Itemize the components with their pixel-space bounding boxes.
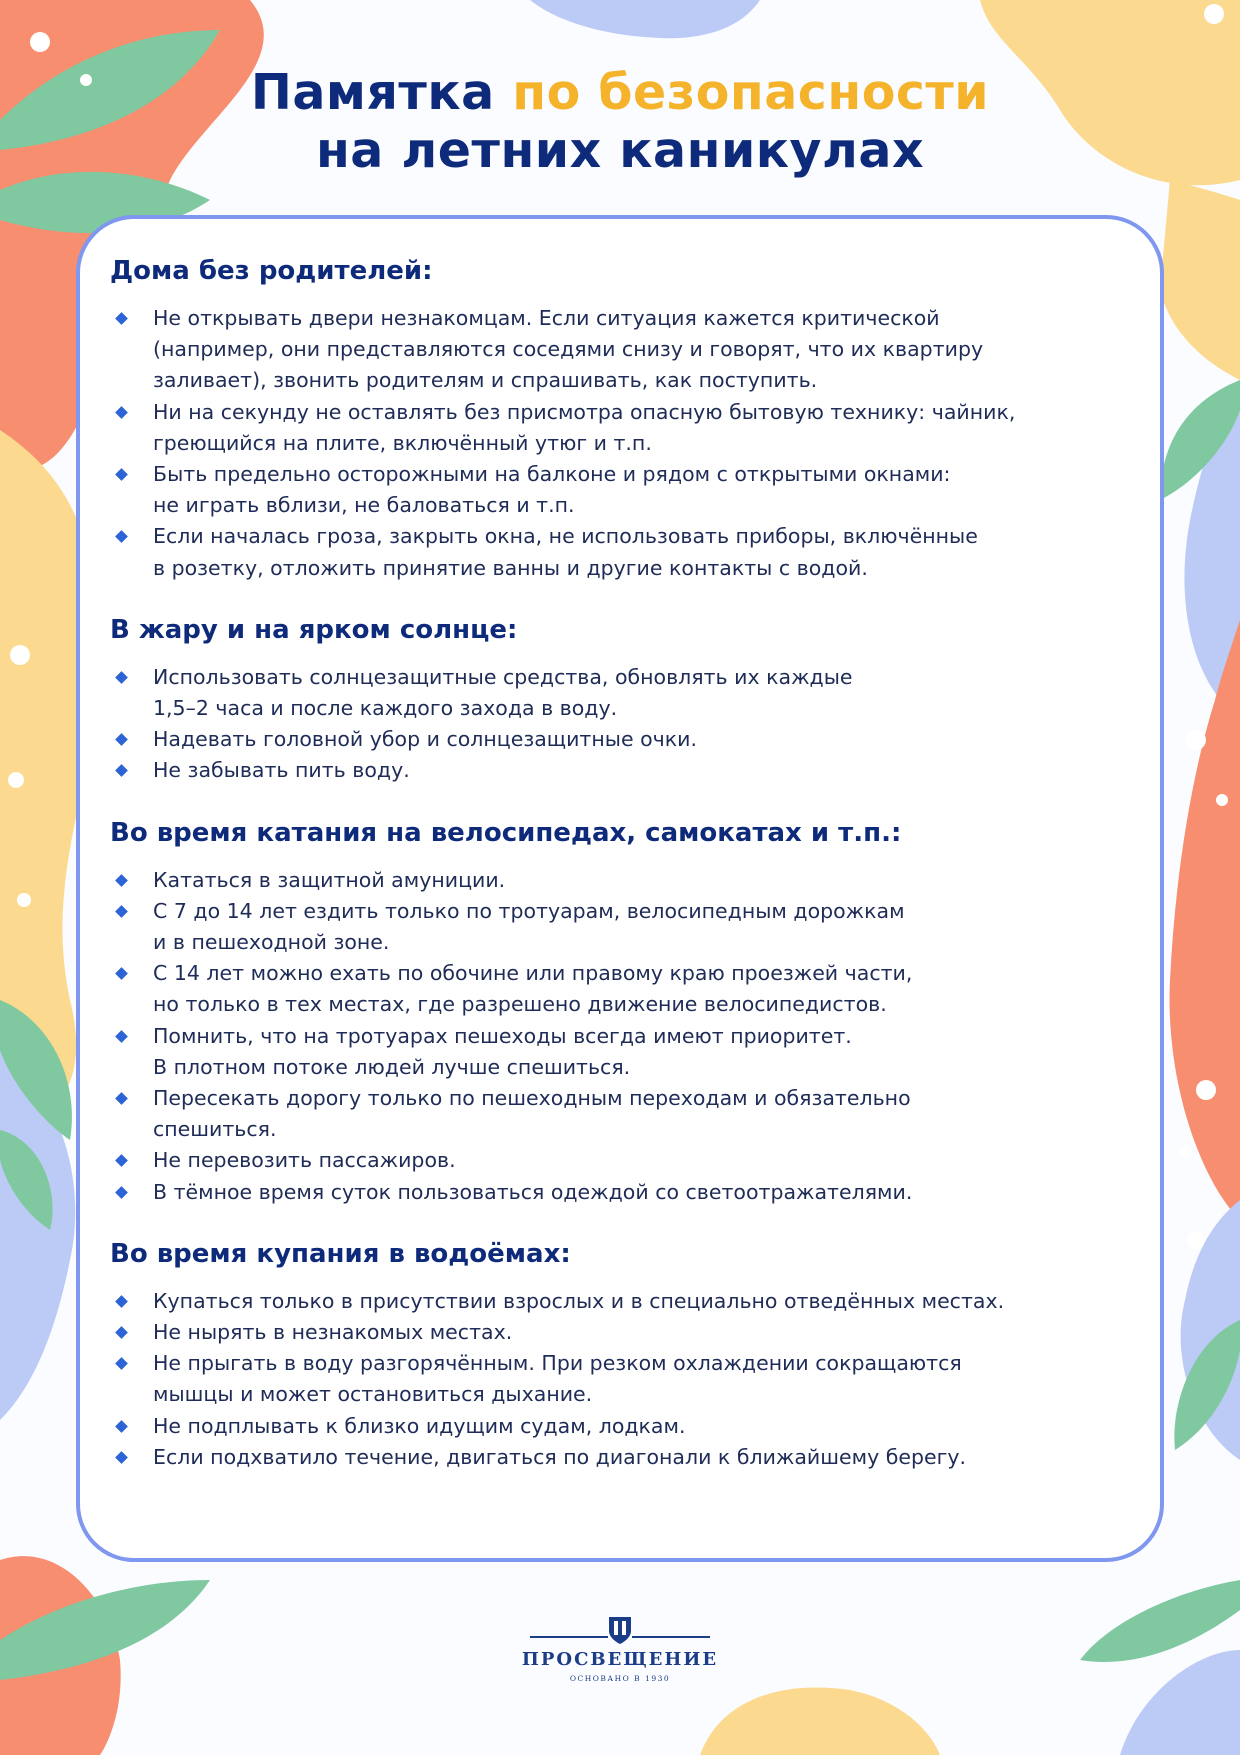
list-item-text-line: (например, они представляются соседями снизу и говорят, что их квартиру [153,337,984,362]
list-item-text-line: Не прыгать в воду разгорячённым. При резком охлаждении сокращаются [153,1351,962,1376]
diamond-bullet-icon [115,312,128,325]
diamond-bullet-icon [115,733,128,746]
list-item-text-line: Ни на секунду не оставлять без присмотра опасную бытовую технику: чайник, [153,399,1016,424]
list-item-text-line: и в пешеходной зоне. [153,930,390,955]
diamond-bullet-icon [115,1186,128,1199]
list-item [110,1083,1130,1145]
list-item [110,865,1130,896]
list-item [110,724,1130,755]
list-item [110,1021,1130,1083]
title-part1: Памятка [250,64,513,121]
list-item [110,1411,1130,1442]
diamond-bullet-icon [115,967,128,980]
list-item [110,397,1130,459]
list-item-text-line: Использовать солнцезащитные средства, обновлять их каждые [153,664,853,689]
list-item [110,1286,1130,1317]
list-item-text-line: не играть вблизи, не баловаться и т.п. [153,493,575,518]
list-item [110,755,1130,786]
list-item-text-line: Купаться только в присутствии взрослых и в специально отведённых местах. [153,1288,1005,1313]
page-title [0,64,1240,180]
section-heading: Дома без родителей: [110,256,433,286]
list-item-text-line: Помнить, что на тротуарах пешеходы всегда имеют приоритет. [153,1023,852,1048]
list-item-text-line: греющийся на плите, включённый утюг и т.п. [153,430,652,455]
list-item [110,459,1130,521]
logo-line-left [530,1636,608,1638]
list-item-text-line: Пересекать дорогу только по пешеходным переходам и обязательно [153,1086,911,1111]
diamond-bullet-icon [115,1092,128,1105]
list-item-text-line: Не забывать пить воду. [153,758,410,783]
list-item-text-line: В плотном потоке людей лучше спешиться. [153,1054,631,1079]
leaf-bottom-right [1080,1580,1240,1662]
diamond-bullet-icon [115,1451,128,1464]
list-item-text-line: в розетку, отложить принятие ванны и другие контакты с водой. [153,555,868,580]
blob-blue-top [530,0,760,38]
list-item-text-line: С 7 до 14 лет ездить только по тротуарам, велосипедным дорожкам [153,898,905,923]
content-card [76,215,1164,1562]
bullet-list [110,303,1130,584]
section [110,1238,1130,1473]
diamond-bullet-icon [115,1030,128,1043]
list-item [110,1442,1130,1473]
diamond-bullet-icon [115,1420,128,1433]
list-item [110,662,1130,724]
publisher-logo [520,1615,720,1695]
list-item [110,958,1130,1020]
blob-yellow-bottom [700,1688,940,1755]
diamond-bullet-icon [115,1155,128,1168]
diamond-bullet-icon [115,1326,128,1339]
list-item [110,303,1130,397]
bullet-list [110,1286,1130,1473]
diamond-bullet-icon [115,531,128,544]
list-item-text-line: спешиться. [153,1117,277,1142]
logo-name: ПРОСВЕЩЕНИЕ [521,1649,719,1670]
list-item-text-line: Не подплывать к близко идущим судам, лодкам. [153,1413,686,1438]
list-item-text-line: С 14 лет можно ехать по обочине или правому краю проезжей части, [153,961,913,986]
list-item [110,1317,1130,1348]
title-accent: по безопасности [512,64,990,121]
section-heading: В жару и на ярком солнце: [110,614,518,645]
section [110,817,1130,1208]
blob-orange-right [1170,620,1240,1220]
list-item-text-line: Быть предельно осторожными на балконе и рядом с открытыми окнами: [153,462,951,487]
section [110,255,1130,584]
shield-icon [607,1615,633,1645]
diamond-bullet-icon [115,671,128,684]
diamond-bullet-icon [115,406,128,419]
list-item-text-line: но только в тех местах, где разрешено движение велосипедистов. [153,992,887,1017]
list-item-text-line: Не нырять в незнакомых местах. [153,1320,513,1345]
list-item-text-line: Если подхватило течение, двигаться по диагонали к ближайшему берегу. [153,1444,967,1469]
diamond-bullet-icon [115,874,128,887]
diamond-bullet-icon [115,905,128,918]
diamond-bullet-icon [115,1295,128,1308]
list-item [110,896,1130,958]
section [110,614,1130,787]
list-item-text-line: Не перевозить пассажиров. [153,1148,456,1173]
diamond-bullet-icon [115,765,128,778]
list-item [110,1145,1130,1176]
diamond-bullet-icon [115,1357,128,1370]
list-item-text-line: 1,5–2 часа и после каждого захода в воду. [153,696,618,721]
list-item-text-line: Кататься в защитной амуниции. [153,867,506,892]
blob-yellow-right [1160,180,1240,380]
list-item-text-line: Не открывать двери незнакомцам. Если ситуация кажется критической [153,306,940,330]
logo-subtitle: ОСНОВАНО В 1930 [569,1674,671,1683]
title-line2: на летних каникулах [315,122,925,179]
blob-blue-bottom-right [1120,1650,1240,1755]
list-item-text-line: Надевать головной убор и солнцезащитные очки. [153,727,697,752]
list-item [110,1177,1130,1208]
section-heading: Во время купания в водоёмах: [110,1238,571,1269]
bullet-list [110,865,1130,1208]
list-item-text-line: мышцы и может остановиться дыхание. [153,1382,593,1407]
list-item [110,521,1130,583]
list-item-text-line: В тёмное время суток пользоваться одеждой со светоотражателями. [153,1179,913,1204]
logo-line-right [632,1636,710,1638]
bullet-list [110,662,1130,787]
section-heading: Во время катания на велосипедах, самокатах и т.п.: [110,817,902,848]
list-item [110,1348,1130,1410]
list-item-text-line: заливает), звонить родителям и спрашивать, как поступить. [153,368,818,393]
diamond-bullet-icon [115,468,128,481]
list-item-text-line: Если началась гроза, закрыть окна, не использовать приборы, включённые [153,524,978,549]
